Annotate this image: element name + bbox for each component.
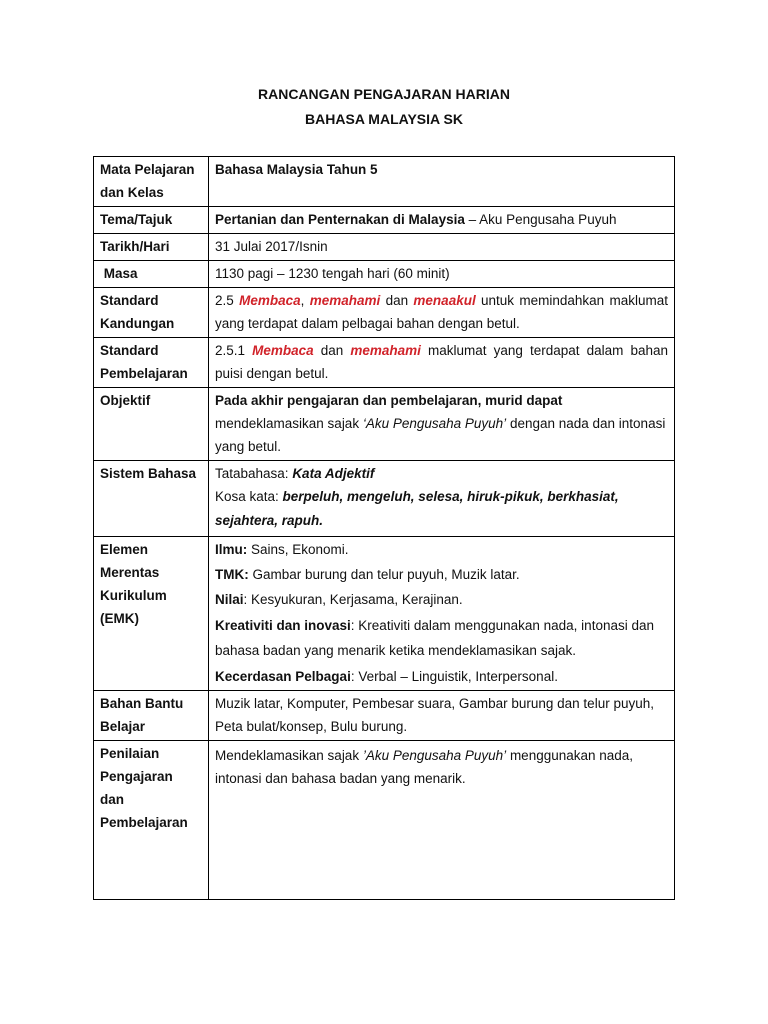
theme-value: Pertanian dan Penternakan di Malaysia — [215, 212, 465, 227]
objective-pre: mendeklamasikan sajak — [215, 416, 363, 431]
keyword: memahami — [350, 343, 421, 358]
table-row — [94, 388, 675, 461]
table-row — [94, 537, 675, 691]
emk-key: TMK: — [215, 567, 249, 582]
label-line: Belajar — [100, 719, 146, 734]
row-value: 31 Julai 2017/Isnin — [209, 234, 675, 261]
emk-key: Nilai — [215, 592, 244, 607]
grammar-label: Tatabahasa: — [215, 466, 293, 481]
row-label — [94, 157, 209, 207]
emk-value: Sains, Ekonomi. — [247, 542, 349, 557]
assessment-post: menggunakan nada, intonasi dan bahasa badan yang menarik. — [215, 748, 634, 786]
row-label — [94, 691, 209, 741]
grammar-line — [215, 462, 668, 485]
row-value — [209, 157, 675, 207]
separator: dan — [380, 293, 414, 308]
poem-title: ‘Aku Pengusaha Puyuh’ — [362, 416, 507, 431]
row-label — [94, 741, 209, 900]
row-value — [209, 388, 675, 461]
label-line: Merentas — [100, 565, 160, 580]
row-label: Masa — [94, 261, 209, 288]
standard-text: maklumat yang terdapat dalam bahan puisi dengan betul. — [215, 343, 669, 381]
row-value — [209, 461, 675, 537]
keyword: memahami — [309, 293, 381, 308]
keyword: Membaca — [239, 293, 301, 308]
grammar-value: Kata Adjektif — [292, 466, 375, 481]
row-value: Muzik latar, Komputer, Pembesar suara, Gambar burung dan telur puyuh, Peta bulat/konsep, Bulu burung. — [209, 691, 675, 741]
document-subtitle: BAHASA MALAYSIA SK — [305, 111, 463, 127]
separator: , — [300, 293, 310, 308]
emk-value: Gambar burung dan telur puyuh, Muzik latar. — [248, 567, 520, 582]
label-line: (EMK) — [100, 611, 139, 626]
table-row — [94, 261, 675, 288]
label-line: Penilaian — [100, 746, 160, 761]
subject-value: Bahasa Malaysia Tahun 5 — [215, 162, 378, 177]
table-row — [94, 234, 675, 261]
objective-lead: Pada akhir pengajaran dan pembelajaran, murid dapat — [215, 393, 563, 408]
emk-key: Kecerdasan Pelbagai — [215, 669, 351, 684]
objective-post: dengan nada dan intonasi yang betul. — [215, 416, 666, 454]
standard-number: 2.5 — [215, 293, 240, 308]
table-row — [94, 741, 675, 900]
label-line: Elemen — [100, 542, 149, 557]
table-row — [94, 288, 675, 338]
standard-text: untuk memindahkan maklumat yang terdapat dalam pelbagai bahan dengan betul. — [215, 293, 668, 331]
row-label: Tarikh/Hari — [94, 234, 209, 261]
emk-item — [215, 665, 668, 688]
emk-item — [215, 613, 668, 663]
assessment-pre: Mendeklamasikan sajak — [215, 748, 363, 763]
label-line: Standard — [100, 343, 159, 358]
standard-number: 2.5.1 — [215, 343, 253, 358]
row-value — [209, 741, 675, 900]
table-row — [94, 338, 675, 388]
label-line: Pengajaran — [100, 769, 173, 784]
label-line: Pembelajaran — [100, 815, 188, 830]
row-label — [94, 537, 209, 691]
emk-item — [215, 588, 668, 611]
row-label: Sistem Bahasa — [94, 461, 209, 537]
lesson-plan-table — [93, 156, 675, 900]
label-line: Kandungan — [100, 316, 175, 331]
poem-title: ’Aku Pengusaha Puyuh’ — [362, 748, 507, 763]
table-row — [94, 207, 675, 234]
emk-value: : Kreativiti dalam menggunakan nada, intonasi dan bahasa badan yang menarik ketika mendeklamasikan sajak. — [215, 618, 654, 658]
label-line: Standard — [100, 293, 159, 308]
row-label — [94, 288, 209, 338]
topic-value: – Aku Pengusaha Puyuh — [464, 212, 617, 227]
vocab-value: berpeluh, mengeluh, selesa, hiruk-pikuk, berkhasiat, sejahtera, rapuh. — [215, 489, 619, 528]
emk-key: Kreativiti dan inovasi — [215, 618, 351, 633]
label-line: Mata Pelajaran — [100, 162, 195, 177]
row-value — [209, 207, 675, 234]
row-label: Tema/Tajuk — [94, 207, 209, 234]
label-line: dan — [100, 792, 125, 807]
emk-value: : Kesyukuran, Kerjasama, Kerajinan. — [243, 592, 463, 607]
emk-item — [215, 563, 668, 586]
row-label: Objektif — [94, 388, 209, 461]
emk-value: : Verbal – Linguistik, Interpersonal. — [350, 669, 558, 684]
vocab-label: Kosa kata: — [215, 489, 283, 504]
separator: dan — [313, 343, 351, 358]
emk-key: Ilmu: — [215, 542, 248, 557]
row-label — [94, 338, 209, 388]
row-value — [209, 338, 675, 388]
label-line: dan Kelas — [100, 185, 164, 200]
label-line: Kurikulum — [100, 588, 167, 603]
row-value — [209, 537, 675, 691]
table-row — [94, 157, 675, 207]
keyword: menaakul — [413, 293, 476, 308]
emk-item — [215, 538, 668, 561]
document-title: RANCANGAN PENGAJARAN HARIAN — [257, 86, 510, 102]
row-value — [209, 288, 675, 338]
vocab-line — [215, 485, 668, 533]
row-value: 1130 pagi – 1230 tengah hari (60 minit) — [209, 261, 675, 288]
table-row — [94, 461, 675, 537]
table-row — [94, 691, 675, 741]
objective-text — [215, 412, 668, 458]
keyword: Membaca — [252, 343, 314, 358]
label-line: Pembelajaran — [100, 366, 188, 381]
label-line: Bahan Bantu — [100, 696, 184, 711]
